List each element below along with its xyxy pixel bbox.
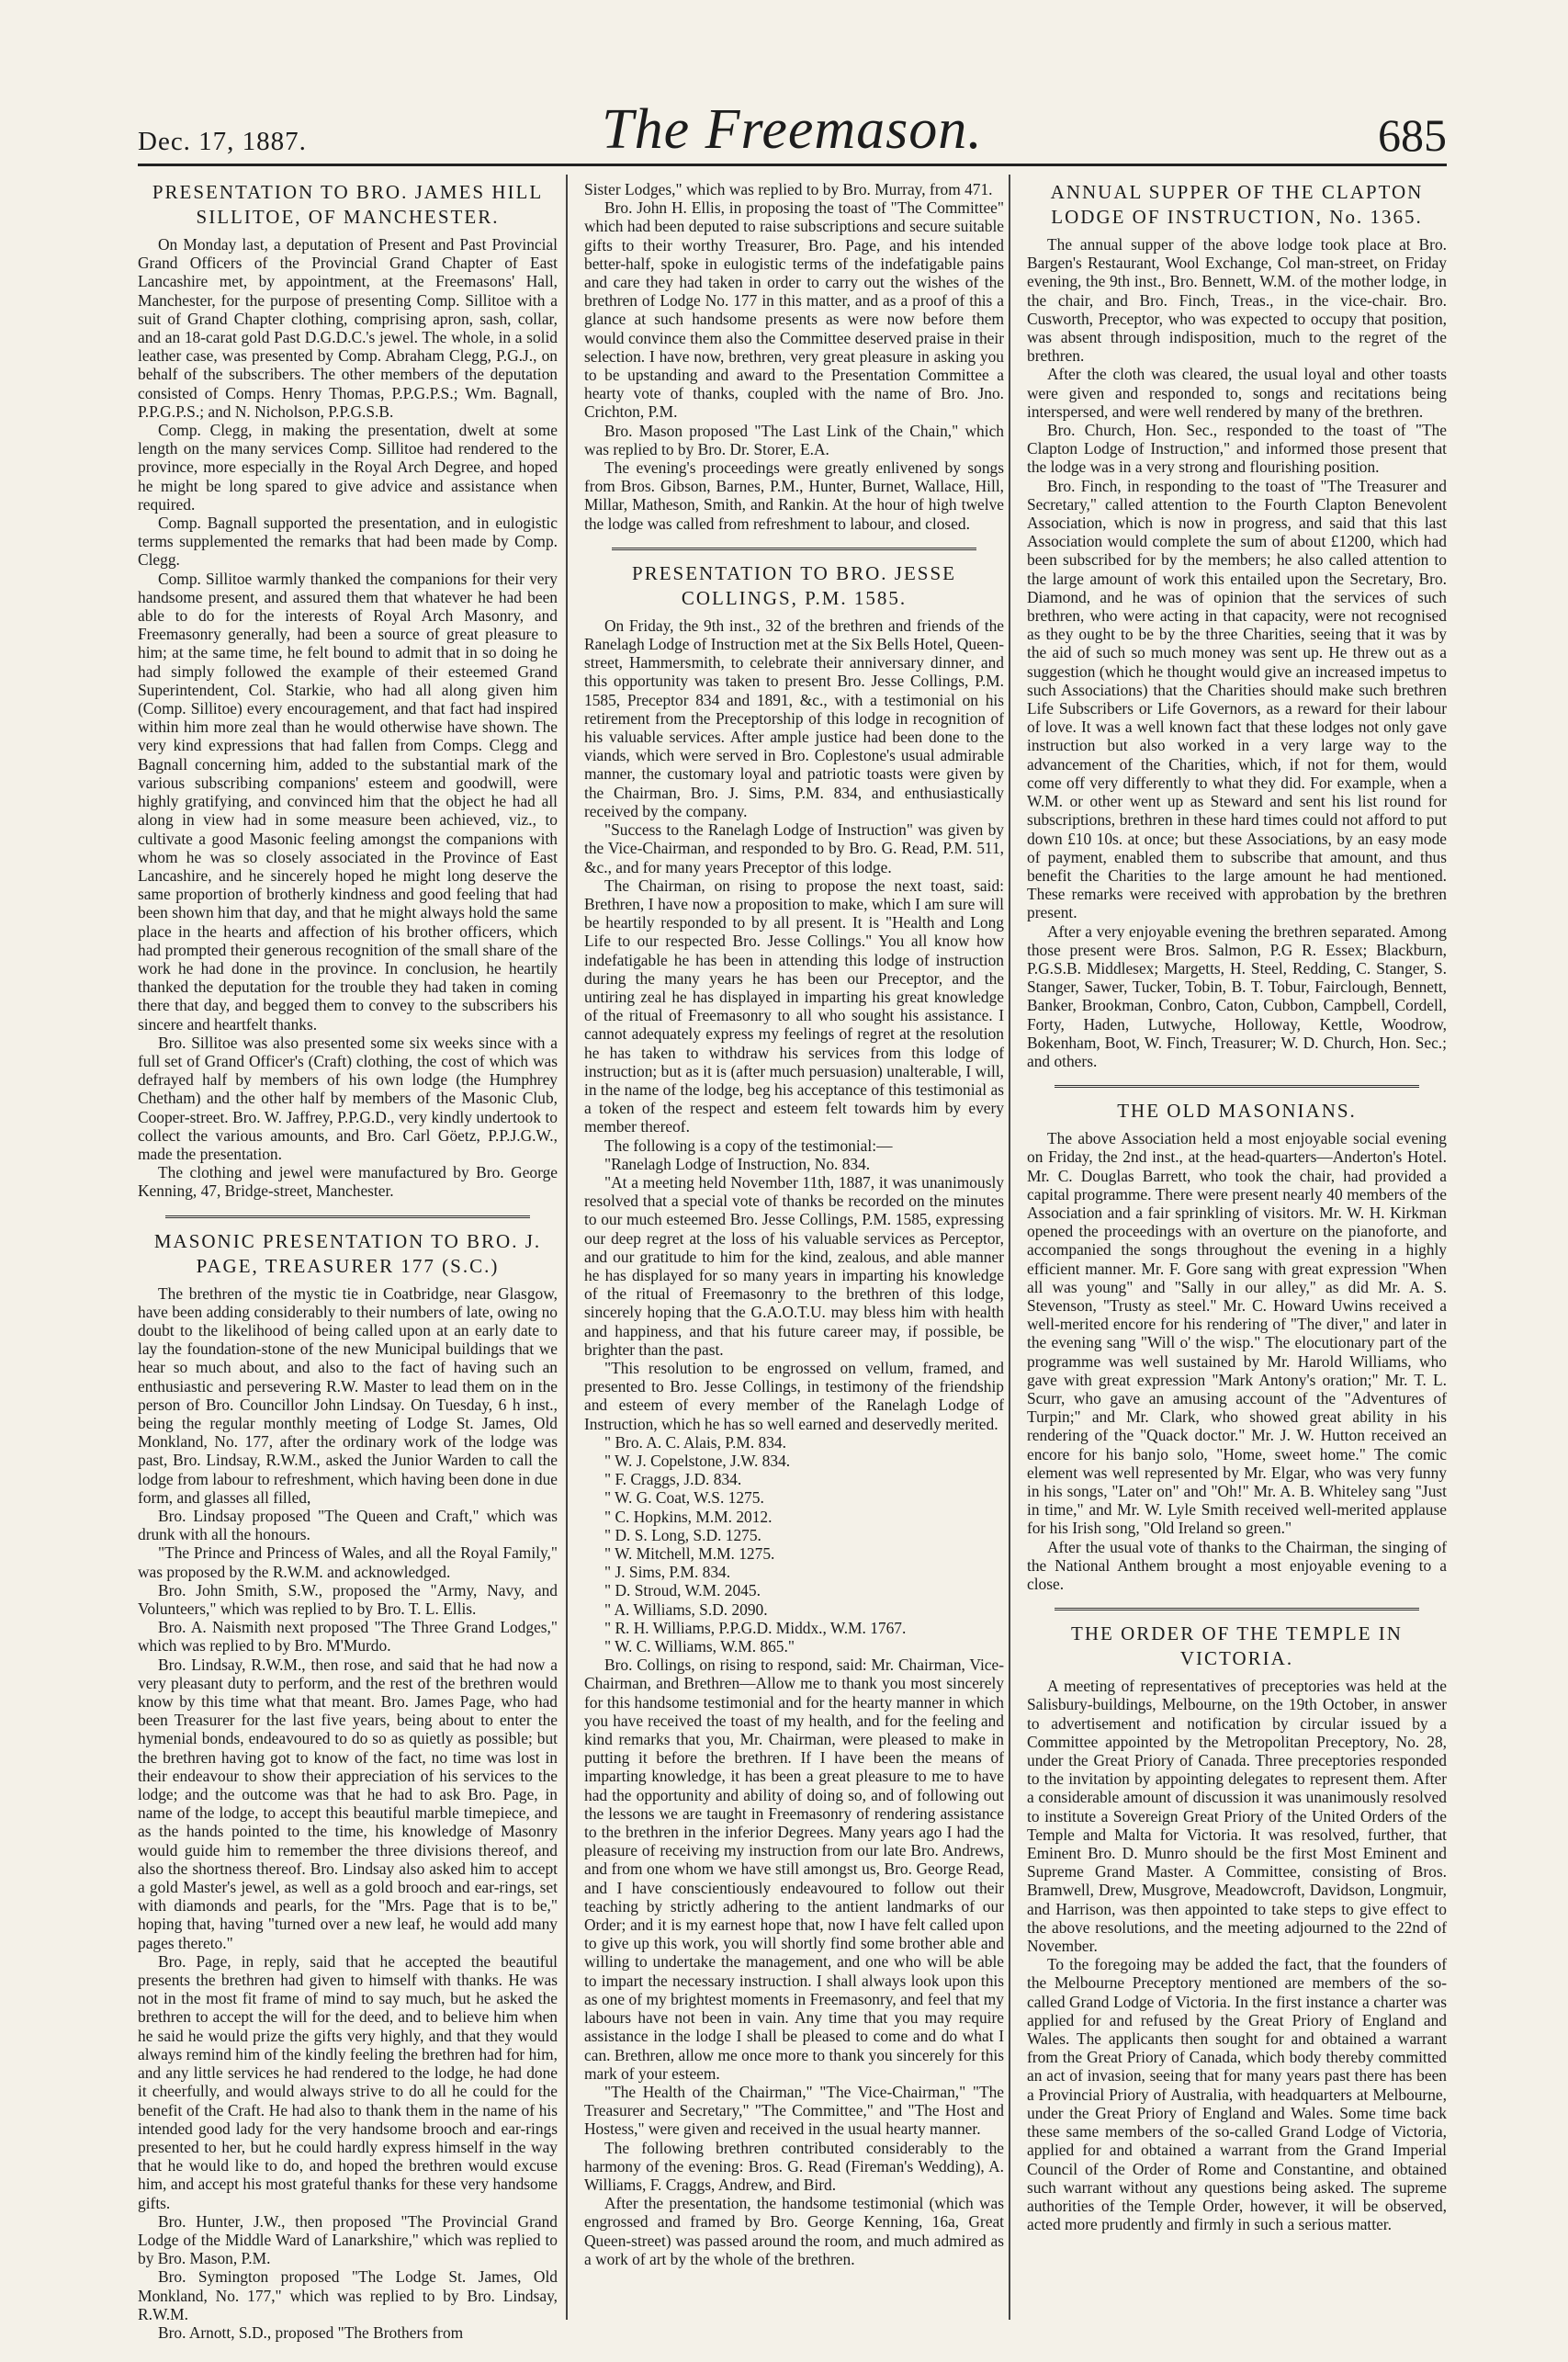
article-paragraph: The clothing and jewel were manufactured by Bro. George Kenning, 47, Bridge-street, Manchester. — [138, 1163, 558, 1201]
column-divider — [566, 175, 568, 2320]
column-2 — [584, 180, 1004, 2321]
article-paragraph: After the cloth was cleared, the usual loyal and other toasts were given and responded to, songs and recitations being interspersed, and were well rendered by many of the brethren. — [1027, 365, 1447, 421]
article-headline: THE OLD MASONIANS. — [1117, 1100, 1357, 1123]
publication-title: The Freemason. — [602, 98, 983, 161]
article-paragraph: Bro. Church, Hon. Sec., responded to the toast of "The Clapton Lodge of Instruction," and informed those present that the lodge was in a very strong and flourishing position. — [1027, 421, 1447, 477]
article-paragraph: Comp. Bagnall supported the presentation, and in eulogistic terms supplemented the remarks that had been made by Comp. Clegg. — [138, 514, 558, 570]
article-paragraph: "Success to the Ranelagh Lodge of Instruction" was given by the Vice-Chairman, and responded to by Bro. G. Read, P.M. 511, &c., and for many years Preceptor of this lodge. — [584, 820, 1004, 876]
section-separator — [1055, 1085, 1419, 1088]
article-paragraph: Bro. Lindsay proposed "The Queen and Craft," which was drunk with all the honours. — [138, 1507, 558, 1544]
article-paragraph: Bro. Lindsay, R.W.M., then rose, and said that he had now a very pleasant duty to perform, and the rest of the brethren would know by this time what that meant. Bro. James Page, who had been Treasurer for the last five years, being about to enter the hymenial bonds, endeavoured to do so as quietly as possible; but the brethren having got to know of the fact, no time was lost in their endeavour to show their appreciation of his services to the lodge; and the outcome was that he had to ask Bro. Page, in name of the lodge, to accept this beautiful marble timepiece, and as the hands pointed to the time, his knowledge of Masonry would guide him to remember the three divisions thereof, and also the shortness thereof. Bro. Lindsay also asked him to accept a gold Master's jewel, as well as a gold brooch and ear-rings, set with diamonds and pearls, for the "Mrs. Page that is to be," hoping that, having "turned over a new leaf, he would add many pages thereto." — [138, 1655, 558, 1952]
article-paragraph: Bro. Arnott, S.D., proposed "The Brothers from — [158, 2322, 464, 2342]
column-3 — [1027, 180, 1447, 2321]
signatory: " F. Craggs, J.D. 834. — [604, 1470, 742, 1489]
article-paragraph: Bro. Sillitoe was also presented some six weeks since with a full set of Grand Officer's (Craft) clothing, the cost of which was defrayed half by members of his own lodge (the Humphrey Chetham) and the other half by members of the Masonic Club, Cooper-street. Bro. W. Jaffrey, P.P.G.D., very kindly undertook to collect the various amounts, and Bro. Carl Göetz, P.P.J.G.W., made the presentation. — [138, 1033, 558, 1163]
article-paragraph: After a very enjoyable evening the brethren separated. Among those present were Bros. Salmon, P.G R. Essex; Blackburn, P.G.S.B. Middlesex; Margetts, H. Steel, Redding, C. Stanger, S. Stanger, Sawer, Tucker, Tobin, B. T. Tobur, Fairclough, Bennett, Banker, Brookman, Conbro, Caton, Cubbon, Campbell, Cordell, Forty, Haden, Lutwyche, Holloway, Kettle, Woodrow, Bokenham, Boot, W. Finch, Treasurer; W. D. Church, Hon. Sec.; and others. — [1027, 921, 1447, 1070]
section-separator — [165, 1215, 530, 1218]
article-headline: PRESENTATION TO BRO. JESSE COLLINGS, P.M. 1585. — [632, 561, 956, 609]
masthead — [138, 55, 1447, 166]
signatory-list — [584, 1433, 1004, 1656]
issue-date: Dec. 17, 1887. — [138, 127, 307, 156]
signatory: " Bro. A. C. Alais, P.M. 834. — [604, 1432, 786, 1452]
article-headline: THE ORDER OF THE TEMPLE IN VICTORIA. — [1071, 1622, 1403, 1670]
signatory: " W. G. Coat, W.S. 1275. — [604, 1488, 764, 1508]
article-paragraph: Comp. Sillitoe warmly thanked the companions for their very handsome present, and assured them that whatever he had been able to do for the interests of Royal Arch Masonry, and Freemasonry generally, had been a source of great pleasure to him; at the same time, he felt bound to admit that in so doing he had simply followed the example of their esteemed Grand Superintendent, Col. Starkie, who had all along given him (Comp. Sillitoe) every encouragement, and that fact had inspired within him more zeal than he would otherwise have shown. The very kind expressions that had fallen from Comps. Clegg and Bagnall concerning him, added to the substantial mark of the various subscribing companions' esteem and goodwill, were highly gratifying, and convinced him that the object he had all along in view had in some measure been achieved, viz., to cultivate a good Masonic feeling amongst the companions with whom he was so closely associated in the Province of East Lancashire, and he sincerely hoped he might long deserve the same proportion of brotherly kindness and good feeling that had been shown him that day, and that he might always hold the same place in the hearts and affection of his brother officers, which had prompted their generous recognition of the small share of the work he had done in the province. In conclusion, he heartily thanked the deputation for the trouble they had taken in coming there that day, and begged them to convey to the subscribers his sincere and heartfelt thanks. — [138, 569, 558, 1034]
article-paragraph: Bro. Hunter, J.W., then proposed "The Provincial Grand Lodge of the Middle Ward of Lanarkshire," which was replied to by Bro. Mason, P.M. — [138, 2211, 558, 2268]
signatory: " A. Williams, S.D. 2090. — [604, 1599, 768, 1619]
article-paragraph: Bro. A. Naismith next proposed "The Three Grand Lodges," which was replied to by Bro. M'Murdo. — [138, 1618, 558, 1656]
article-paragraph: Bro. Collings, on rising to respond, said: Mr. Chairman, Vice-Chairman, and Brethren—Allow me to thank you most sincerely for this handsome testimonial and for the hearty manner in which you have received the toast of my health, and for the feeling and kind remarks that you, Mr. Chairman, were pleased to make in putting it before the brethren. If I have been the means of imparting knowledge, it has been a great pleasure to me to have had the opportunity and ability of doing so, and of following out the lessons we are taught in Freemasonry of rendering assistance to the brethren in the inferior Degrees. Many years ago I had the pleasure of receiving my instruction from our late Bro. Andrews, and from one whom we have still amongst us, Bro. George Read, and I have conscientiously endeavoured to follow out their teaching by strictly adhering to the antient landmarks of our Order; and it is my earnest hope that, now I have felt called upon to give up this work, you will shortly find some brother able and willing to undertake the management, and one who will be able to impart the necessary instruction. I shall always look upon this as one of my brightest moments in Freemasonry, and feel that my labours have not been in vain. Any time that you may require assistance in the lodge I shall be pleased to come and do what I can. Brethren, allow me once more to thank you sincerely for this mark of your esteem. — [584, 1656, 1004, 2083]
article-paragraph: On Monday last, a deputation of Present and Past Provincial Grand Officers of the Provincial Grand Chapter of East Lancashire met, by appointment, at the Freemasons' Hall, Manchester, for the purpose of presenting Comp. Sillitoe with a suit of Grand Chapter clothing, comprising apron, sash, collar, and an 18-carat gold Past D.G.D.C.'s jewel. The whole, in a solid leather case, was presented by Comp. Abraham Clegg, P.G.J., on behalf of the subscribers. The other members of the deputation consisted of Comps. Henry Thomas, P.P.G.P.S.; Wm. Bagnall, P.P.G.P.S.; and N. Nicholson, P.P.G.S.B. — [138, 235, 558, 421]
column-1 — [138, 180, 558, 2342]
article-paragraph: "This resolution to be engrossed on vellum, framed, and presented to Bro. Jesse Collings, in testimony of the friendship and esteem of every member of the Ranelagh Lodge of Instruction, which he has so well earned and deservedly merited. — [584, 1358, 1004, 1433]
signatory: " D. Stroud, W.M. 2045. — [604, 1581, 761, 1600]
section-separator — [612, 548, 976, 550]
article-paragraph: Sister Lodges," which was replied to by Bro. Murray, from 471. — [584, 180, 993, 198]
section-separator — [1055, 1608, 1419, 1610]
article-paragraph: On Friday, the 9th inst., 32 of the brethren and friends of the Ranelagh Lodge of Instruction met at the Six Bells Hotel, Queen-street, Hammersmith, to celebrate their anniversary dinner, and this opportunity was taken to present Bro. Jesse Collings, P.M. 1585, Preceptor 834 and 1891, &c., with a testimonial on his retirement from the Preceptorship of this lodge in recognition of his valuable services. After ample justice had been done to the viands, which were served in Bro. Coplestone's usual admirable manner, the customary loyal and patriotic toasts were given by the Chairman, Bro. J. Sims, P.M. 834, and enthusiastically received by the company. — [584, 616, 1004, 820]
article-paragraph: Bro. Symington proposed "The Lodge St. James, Old Monkland, No. 177," which was replied to by Bro. Lindsay, R.W.M. — [138, 2267, 558, 2323]
article-paragraph: Bro. John H. Ellis, in proposing the toast of "The Committee" which had been deputed to raise subscriptions and secure suitable gifts to their worthy Treasurer, Bro. Page, and his intended better-half, spoke in eulogistic terms of the indefatigable pains and care they had taken in order to carry out the wishes of the brethren of Lodge No. 177 in this matter, and as a proof of this a glance at such handsome presents as were now before them would convince them also the Committee deserved praise in their selection. I have now, brethren, very great pleasure in asking you to be upstanding and award to the Presentation Committee a hearty vote of thanks, coupled with the name of Bro. Jno. Crichton, P.M. — [584, 198, 1004, 422]
signatory: " D. S. Long, S.D. 1275. — [604, 1525, 761, 1544]
article-paragraph: Bro. John Smith, S.W., proposed the "Army, Navy, and Volunteers," which was replied to by Bro. T. L. Ellis. — [138, 1580, 558, 1619]
article-paragraph: The Chairman, on rising to propose the next toast, said: Brethren, I have now a proposition to make, which I am sure will be heartily responded to by all present. It is "Health and Long Life to our respected Bro. Jesse Collings." You all know how indefatigable he has been in attending this lodge of instruction during the many years he has been our Preceptor, and the untiring zeal he has displayed in imparting his great knowledge of the ritual of Freemasonry to all who sought his assistance. I cannot adequately express my feelings of regret at the resolution he has taken to withdraw his services from this lodge of instruction; but as it is (after much persuasion) unalterable, I will, in the name of the lodge, beg his acceptance of this testimonial as a token of the respect and esteem felt towards him by every member thereof. — [584, 876, 1004, 1136]
column-divider — [1009, 175, 1010, 2320]
article-headline: PRESENTATION TO BRO. JAMES HILL SILLITOE, OF MANCHESTER. — [152, 181, 544, 228]
signatory: " C. Hopkins, M.M. 2012. — [604, 1507, 773, 1526]
page-number: 685 — [1378, 109, 1447, 161]
article-paragraph: "Ranelagh Lodge of Instruction, No. 834. — [604, 1154, 871, 1173]
article-paragraph: The evening's proceedings were greatly enlivened by songs from Bros. Gibson, Barnes, P.M., Hunter, Burnet, Wallace, Hill, Millar, Matheson, Smith, and Rankin. At the hour of high twelve the lodge was called from refreshment to labour, and closed. — [584, 458, 1004, 533]
article-paragraph: After the presentation, the handsome testimonial (which was engrossed and framed by Bro. George Kenning, 16a, Great Queen-street) was passed around the room, and much admired as a work of art by the whole of the brethren. — [584, 2194, 1004, 2268]
signatory: " W. C. Williams, W.M. 865." — [604, 1637, 795, 1656]
article-paragraph: "The Health of the Chairman," "The Vice-Chairman," "The Treasurer and Secretary," "The Committee," and "The Host and Hostess," were given and received in the usual hearty manner. — [584, 2082, 1004, 2139]
article-paragraph: The following is a copy of the testimonial:— — [604, 1136, 893, 1155]
article-paragraph: After the usual vote of thanks to the Chairman, the singing of the National Anthem brought a most enjoyable evening to a close. — [1027, 1537, 1447, 1594]
article-headline: MASONIC PRESENTATION TO BRO. J. PAGE, TREASURER 177 (S.C.) — [153, 1229, 542, 1277]
signatory: " W. Mitchell, M.M. 1275. — [604, 1544, 775, 1564]
article-paragraph: To the foregoing may be added the fact, that the founders of the Melbourne Preceptory mentioned are members of the so-called Grand Lodge of Victoria. In the first instance a charter was applied for and refused by the Great Priory of England and Wales. The applicants then sought for and obtained a warrant from the Great Priory of Canada, which body thereby committed an act of invasion, seeing that for many years past there has been a Provincial Priory of Australia, with headquarters at Melbourne, under the Great Priory of England and Wales. Some time back these same members of the so-called Grand Lodge of Victoria, applied for and obtained a warrant from the Grand Imperial Council of the Order of Rome and Constantine, and obtained such warrant without any questions being asked. The supreme authorities of the Temple Order, however, it will be observed, acted more prudently and firmly in such a serious matter. — [1027, 1955, 1447, 2234]
article-paragraph: The annual supper of the above lodge took place at Bro. Bargen's Restaurant, Wool Exchange, Col man-street, on Friday evening, the 9th inst., Bro. Bennett, W.M. of the mother lodge, in the chair, and Bro. Finch, Treas., in the vice-chair. Bro. Cusworth, Preceptor, who was expected to occupy that position, was absent through indisposition, much to the regret of the brethren. — [1027, 235, 1447, 366]
article-paragraph: The above Association held a most enjoyable social evening on Friday, the 2nd inst., at the head-quarters—Anderton's Hotel. Mr. C. Douglas Barrett, who took the chair, had provided a capital programme. There were present nearly 40 members of the Association and a fair sprinkling of visitors. Mr. W. H. Kirkman opened the proceedings with an overture on the pianoforte, and accompanied the songs throughout the evening in a highly efficient manner. Mr. F. Gore sang with great expression "When all was young" and "Sally in our alley," as did Mr. A. S. Stevenson, "Trusty as steel." Mr. C. Howard Uwins received a well-merited encore for his rendering of "The diver," and later in the evening sang "Will o' the wisp." The elocutionary part of the programme was well sustained by Mr. Harold Williams, who gave with great expression "Mark Antony's oration;" Mr. T. L. Scurr, who gave an amusing account of the "Adventures of Turpin;" and Mr. Clark, who showed great ability in his rendering of the "Quack doctor." Mr. J. W. Hutton received an encore for his banjo solo, "Home, sweet home." The comic element was well represented by Mr. Elgar, who was very funny in his songs, "Later on" and "Oh!" Mr. A. B. Whiteley sang "Just in time," and Mr. W. Lyle Smith received well-merited applause for his Irish song, "Old Ireland so green." — [1027, 1129, 1447, 1538]
article-headline: ANNUAL SUPPER OF THE CLAPTON LODGE OF INSTRUCTION, No. 1365. — [1050, 181, 1424, 228]
article-paragraph: Bro. Finch, in responding to the toast of "The Treasurer and Secretary," called attention to the Fourth Clapton Benevolent Association, which is now in progress, and said that this last Association would complete the sum of about £1200, which had been subscribed for by the members; he also called attention to the large amount of work this entailed upon the Secretary, Bro. Diamond, and he was of opinion that the services of such brethren, who were acting in that capacity, were not recognised as they ought to be by the three Charities, seeing that it was by the aid of such so much money was sent up. He threw out as a suggestion (which he thought would give an increased impetus to such Associations) that the Charities should make such brethren Life Subscribers or Life Governors, as a reward for their labour of love. It was a well known fact that these lodges not only gave instruction but also worked in a very large way to the advancement of the Charities, which, if not for them, would come off very differently to what they did. For example, when a W.M. or other went up as Steward and sent his list round for subscriptions, brethren in these hard times could not afford to put down £10 10s. at once; but these Associations, by an easy mode of payment, enabled them to subscribe that amount, and thus benefit the Charities to the large amount he had mentioned. These remarks were received with approbation by the brethren present. — [1027, 476, 1447, 922]
article-paragraph: The following brethren contributed considerably to the harmony of the evening: Bros. G. Read (Fireman's Wedding), A. Williams, F. Craggs, Andrew, and Bird. — [584, 2138, 1004, 2194]
signatory: " W. J. Copelstone, J.W. 834. — [604, 1452, 791, 1470]
article-paragraph: "At a meeting held November 11th, 1887, it was unanimously resolved that a special vote of thanks be recorded on the minutes to our much esteemed Bro. Jesse Collings, P.M. 1585, expressing our deep regret at the loss of his valuable services as Perceptor, and our gratitude to him for the kind, zealous, and able manner he has displayed for so many years in imparting his knowledge of the ritual of Freemasonry to the brethren of this lodge, sincerely hoping that the G.A.O.T.U. may bless him with health and happiness, and that his future career may, if possible, be brighter than the past. — [584, 1172, 1004, 1359]
article-paragraph: The brethren of the mystic tie in Coatbridge, near Glasgow, have been adding considerably to their numbers of late, owing no doubt to the likelihood of being called upon at an early date to lay the foundation-stone of the new Municipal buildings that we hear so much about, and also to the fact of having such an enthusiastic and persevering R.W. Master to lead them on in the person of Bro. Councillor John Lindsay. On Tuesday, 6 h inst., being the regular monthly meeting of Lodge St. James, Old Monkland, No. 177, after the ordinary work of the lodge was past, Bro. Lindsay, R.W.M., asked the Junior Warden to call the lodge from labour to refreshment, which having been done in due form, and glasses all filled, — [138, 1283, 558, 1507]
signatory: " J. Sims, P.M. 834. — [604, 1563, 731, 1582]
article-paragraph: Comp. Clegg, in making the presentation, dwelt at some length on the many services Comp. Sillitoe had rendered to the province, more especially in the Royal Arch Degree, and hoped he might be long spared to give advice and assistance when required. — [138, 421, 558, 514]
article-paragraph: "The Prince and Princess of Wales, and all the Royal Family," was proposed by the R.W.M. and acknowledged. — [138, 1543, 558, 1581]
article-paragraph: A meeting of representatives of preceptories was held at the Salisbury-buildings, Melbourne, on the 19th October, in answer to advertisement and notification by circular issued by a Committee appointed by the Metropolitan Preceptory, No. 28, under the Great Priory of Canada. Three preceptories responded to the invitation by appointing delegates to represent them. After a considerable amount of discussion it was unanimously resolved to institute a Sovereign Great Priory of the United Orders of the Temple and Malta for Victoria. It was resolved, further, that Eminent Bro. D. Munro should be the first Most Eminent and Supreme Grand Master. A Committee, consisting of Bros. Bramwell, Drew, Musgrove, Meadowcroft, Davidson, Longmuir, and Harrison, was then appointed to take steps to give effect to the above resolutions, and the meeting adjourned to the 22nd of November. — [1027, 1677, 1447, 1956]
article-paragraph: Bro. Page, in reply, said that he accepted the beautiful presents the brethren had given to himself with thanks. He was not in the most fit frame of mind to say much, but he asked the brethren to accept the will for the deed, and to believe him when he said he would prize the gifts very highly, and that they would always remind him of the kindly feeling the brethren had for him, and any little services he had rendered to the lodge, he had done it cheerfully, and would always strive to do all he could for the benefit of the Craft. He had also to thank them in the name of his intended good lady for the very handsome brooch and ear-rings presented to her, but he could hardly express himself in the way that he would like to do, and hoped the brethren would excuse him, and accept his most grateful thanks for these very handsome gifts. — [138, 1951, 558, 2212]
article-paragraph: Bro. Mason proposed "The Last Link of the Chain," which was replied to by Bro. Dr. Storer, E.A. — [584, 421, 1004, 458]
signatory: " R. H. Williams, P.P.G.D. Middx., W.M. 1767. — [604, 1618, 907, 1637]
